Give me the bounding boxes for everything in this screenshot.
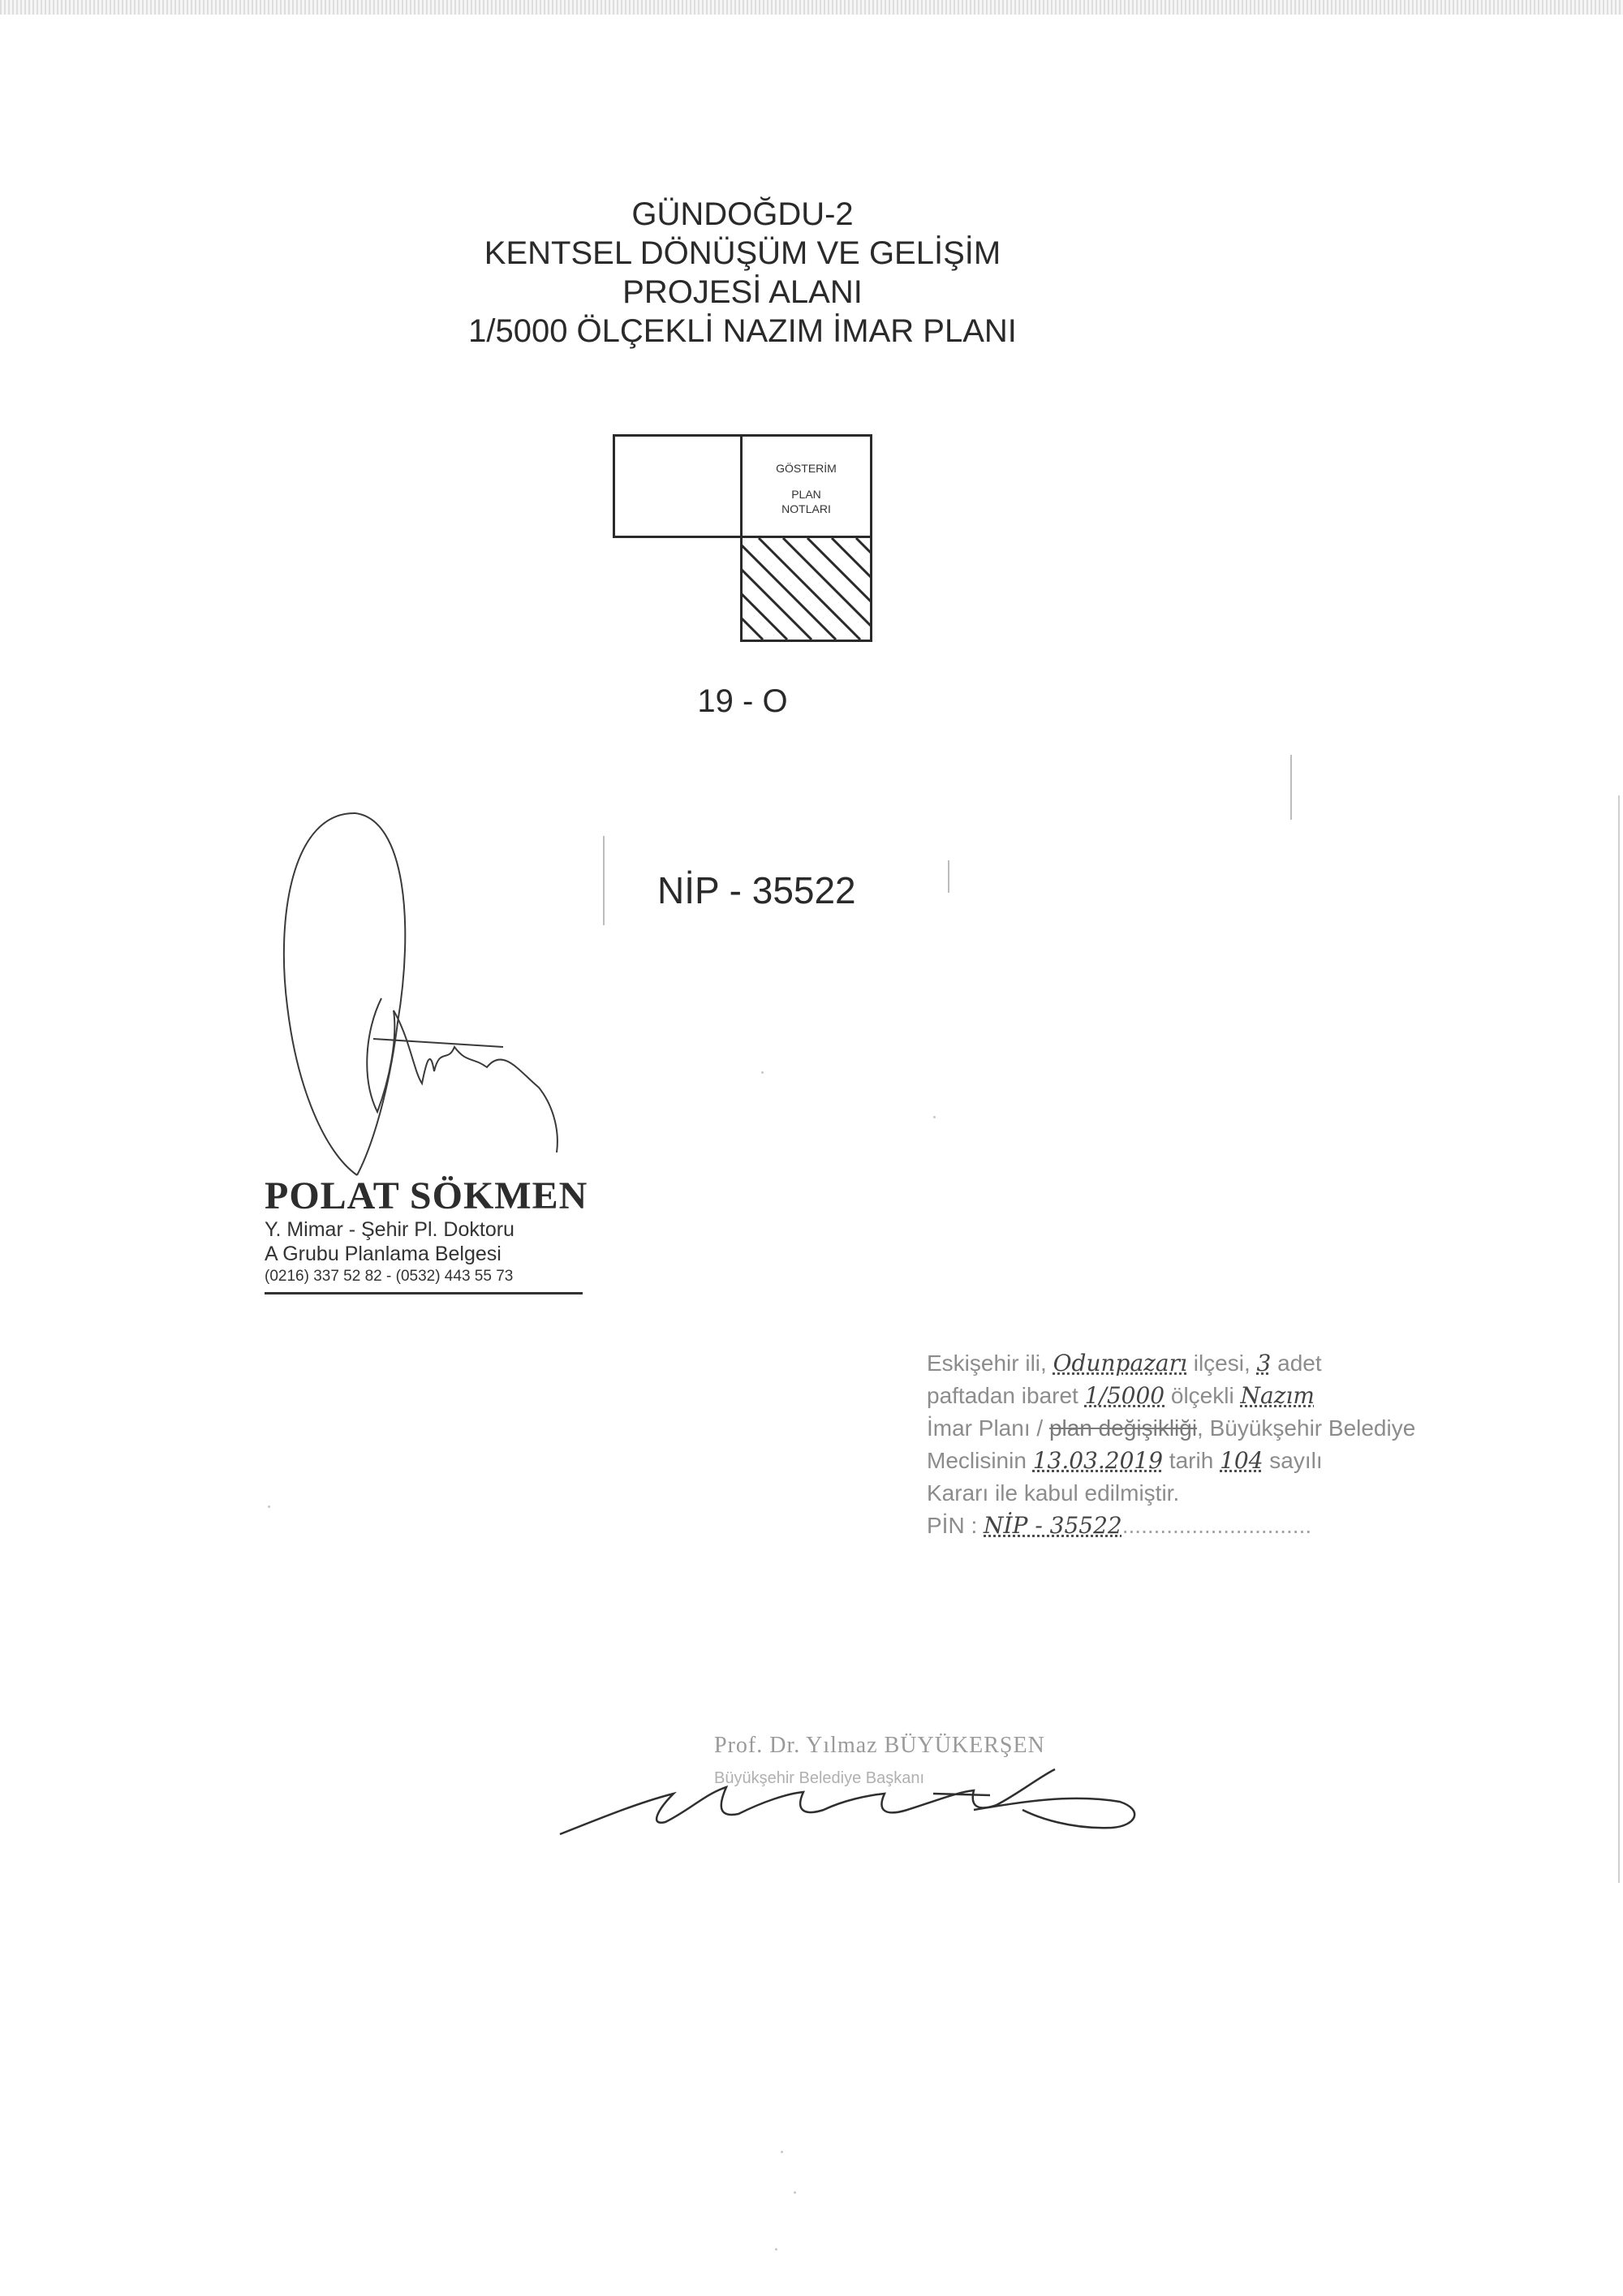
scan-speck xyxy=(268,1506,270,1508)
title-line-plan-type: 1/5000 ÖLÇEKLİ NAZIM İMAR PLANI xyxy=(468,313,1017,349)
approval-date-handwritten: 13.03.2019 xyxy=(1032,1447,1164,1474)
approval-text: tarih xyxy=(1163,1448,1220,1473)
scan-edge-noise xyxy=(0,0,1623,15)
approval-row xyxy=(927,1510,1511,1542)
approval-struck-text: plan değişikliği xyxy=(1048,1415,1198,1441)
legend-notes-label: GÖSTERİM xyxy=(776,462,837,475)
approval-row xyxy=(927,1412,1511,1445)
approval-row xyxy=(927,1380,1511,1412)
approval-scale-handwritten: 1/5000 xyxy=(1084,1382,1165,1409)
stamp-underline xyxy=(265,1292,583,1294)
approval-text: paftadan ibaret xyxy=(927,1383,1085,1408)
approval-row xyxy=(927,1347,1511,1380)
approval-pin-label: PİN : xyxy=(927,1513,984,1538)
scan-speck xyxy=(775,2248,777,2251)
approval-text: adet xyxy=(1271,1350,1322,1376)
approval-row: Kararı ile kabul edilmiştir. xyxy=(927,1480,1180,1506)
mayor-stamp-name: Prof. Dr. Yılmaz BÜYÜKERŞEN xyxy=(714,1733,1045,1758)
mayor-signature xyxy=(552,1737,1152,1850)
legend-notes-label: NOTLARI xyxy=(781,502,831,515)
scan-speck xyxy=(781,2151,783,2153)
sheet-code: 19 - O xyxy=(697,683,788,719)
approval-text: ölçekli xyxy=(1165,1383,1241,1408)
plan-code: NİP - 35522 xyxy=(657,869,856,911)
title-line-project-area: PROJESİ ALANI xyxy=(622,274,863,310)
approval-plan-type-handwritten: Nazım xyxy=(1240,1382,1315,1409)
mayor-stamp-role: Büyükşehir Belediye Başkanı xyxy=(714,1769,925,1787)
title-line-project-type: KENTSEL DÖNÜŞÜM VE GELİŞİM xyxy=(484,235,1001,271)
scan-speck xyxy=(761,1071,764,1074)
sheet-index-legend xyxy=(613,434,872,642)
stamp-license: A Grubu Planlama Belgesi xyxy=(265,1243,502,1265)
approval-text: İmar Planı / xyxy=(927,1415,1049,1441)
approval-text: sayılı xyxy=(1263,1448,1323,1473)
document-title xyxy=(0,195,1485,351)
approval-sheet-count-handwritten: 3 xyxy=(1256,1350,1272,1376)
hatch-pattern xyxy=(743,538,870,640)
stamp-title: Y. Mimar - Şehir Pl. Doktoru xyxy=(265,1218,514,1241)
approval-pin-handwritten: NİP - 35522 xyxy=(984,1512,1122,1539)
approval-decision-number-handwritten: 104 xyxy=(1220,1447,1264,1474)
planner-signature xyxy=(260,803,617,1177)
legend-hatched-cell xyxy=(740,536,872,642)
approval-row xyxy=(927,1445,1511,1477)
legend-notes-cell xyxy=(740,434,872,538)
approval-text: ilçesi, xyxy=(1186,1350,1257,1376)
approval-stamp xyxy=(927,1347,1511,1542)
legend-notes-label: PLAN xyxy=(791,488,821,501)
approval-text: Meclisinin xyxy=(927,1448,1033,1473)
approval-dotted-line: .............................. xyxy=(1121,1513,1312,1538)
scan-mark xyxy=(948,860,949,893)
approval-text: Eskişehir ili, xyxy=(927,1350,1053,1376)
scan-mark xyxy=(1290,755,1292,820)
approval-text: , Büyükşehir Belediye xyxy=(1197,1415,1416,1441)
stamp-name: POLAT SÖKMEN xyxy=(265,1174,588,1217)
planner-stamp xyxy=(265,1175,597,1294)
scan-edge-right xyxy=(1618,795,1620,1883)
title-line-project-name: GÜNDOĞDU-2 xyxy=(631,196,854,232)
scan-speck xyxy=(933,1116,936,1118)
scan-speck xyxy=(794,2191,796,2194)
stamp-phone: (0216) 337 52 82 - (0532) 443 55 73 xyxy=(265,1268,514,1285)
approval-district-handwritten: Odunpazarı xyxy=(1053,1350,1187,1376)
legend-empty-cell xyxy=(613,434,743,538)
